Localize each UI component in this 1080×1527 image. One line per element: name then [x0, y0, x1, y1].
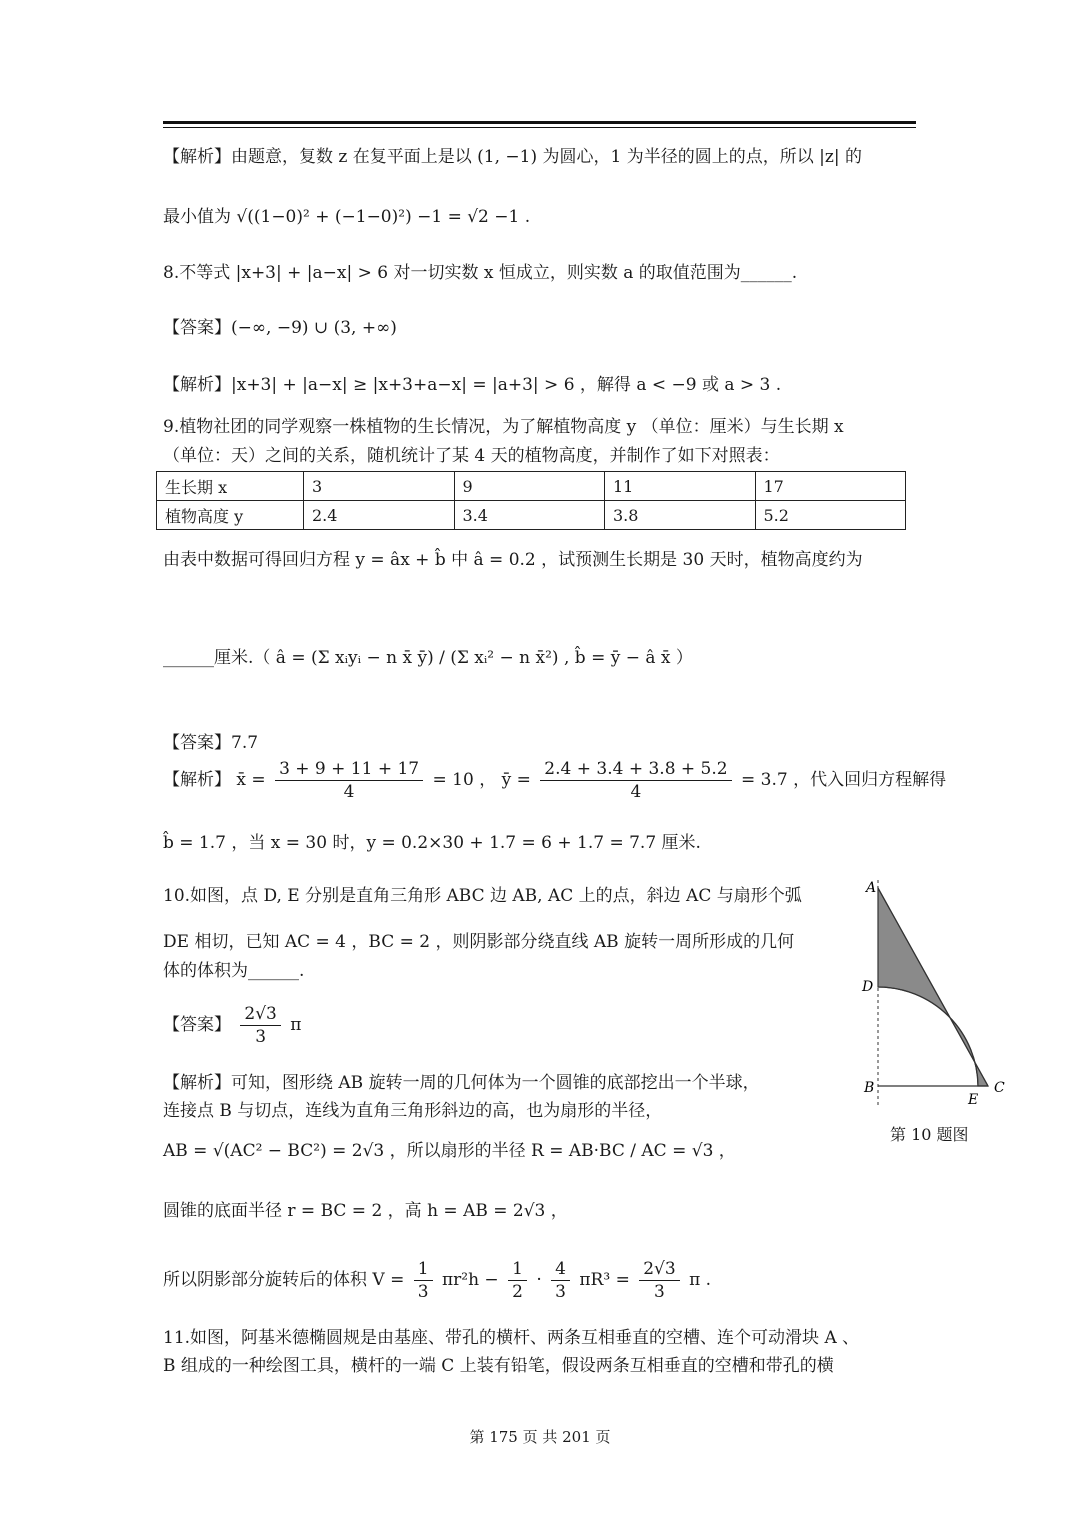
fraction-numerator: 2√3 — [240, 1003, 280, 1026]
solution-9 — [163, 758, 946, 803]
fraction — [414, 1258, 433, 1303]
question-11: 11.如图，阿基米德椭圆规是由基座、带孔的横杆、两条互相垂直的空槽、连个可动滑块 A 、 — [163, 1328, 860, 1348]
question-10: 10.如图，点 D, E 分别是直角三角形 ABC 边 AB, AC 上的点，斜边 AC 与扇形个弧 — [163, 886, 802, 906]
answer-9: 【答案】7.7 — [163, 733, 259, 753]
figure-caption: 第 10 题图 — [890, 1125, 969, 1144]
regression-formula: ______厘米.（ â = (Σ xᵢyᵢ − n x̄ ȳ) / (Σ xᵢ² − n x̄²) , b̂ = ȳ − â x̄ ） — [163, 648, 693, 668]
point-label-b: B — [864, 1080, 875, 1096]
fraction-numerator: 1 — [508, 1258, 527, 1281]
answer-8: 【答案】(−∞, −9) ∪ (3, +∞) — [163, 318, 397, 338]
table-cell: 9 — [454, 472, 605, 501]
fraction-denominator: 3 — [255, 1027, 267, 1047]
text-line: 圆锥的底面半径 r = BC = 2 ，高 h = AB = 2√3 ， — [163, 1201, 568, 1221]
y-bar-value: = 3.7 ，代入回归方程解得 — [741, 770, 947, 790]
point-label-d: D — [862, 979, 874, 995]
table-row — [157, 472, 906, 501]
fraction-denominator: 4 — [343, 782, 355, 802]
y-bar-fraction — [540, 758, 731, 803]
formula-term: · — [536, 1270, 542, 1290]
x-bar-fraction — [275, 758, 423, 803]
page-footer: 第 175 页 共 201 页 — [469, 1428, 611, 1446]
table-cell: 2.4 — [304, 501, 455, 530]
geometry-figure — [858, 872, 1018, 1112]
fraction-denominator: 4 — [630, 782, 642, 802]
point-label-c: C — [994, 1080, 1005, 1096]
fraction — [508, 1258, 527, 1303]
text-line: b̂ = 1.7 ，当 x = 30 时，y = 0.2×30 + 1.7 = 6 + 1.7 = 7.7 厘米. — [163, 833, 701, 853]
text-line: B 组成的一种绘图工具，横杆的一端 C 上装有铅笔，假设两条互相垂直的空槽和带孔的横 — [163, 1356, 834, 1376]
table-cell: 植物高度 y — [157, 501, 304, 530]
solution-label: 【解析】 — [163, 770, 231, 790]
table-cell: 5.2 — [755, 501, 906, 530]
fraction-numerator: 2.4 + 3.4 + 3.8 + 5.2 — [540, 758, 731, 781]
table-row — [157, 501, 906, 530]
table-cell: 11 — [605, 472, 756, 501]
fraction-denominator: 3 — [654, 1282, 665, 1302]
table-cell: 3.4 — [454, 501, 605, 530]
table-cell: 17 — [755, 472, 906, 501]
solution-8: 【解析】|x+3| + |a−x| ≥ |x+3+a−x| = |a+3| > 6 ，解得 a < −9 或 a > 3 . — [163, 375, 782, 395]
answer-fraction — [240, 1003, 280, 1048]
fraction-denominator: 3 — [555, 1282, 566, 1302]
formula-term: πR³ = — [579, 1270, 630, 1290]
volume-prefix: 所以阴影部分旋转后的体积 V = — [163, 1270, 405, 1290]
table-cell: 3 — [304, 472, 455, 501]
text-line: 【解析】由题意，复数 z 在复平面上是以 (1, −1) 为圆心，1 为半径的圆上的点，所以 |z| 的 — [163, 147, 862, 167]
point-label-a: A — [866, 880, 877, 896]
question-9: 9.植物社团的同学观察一株植物的生长情况，为了解植物高度 y （单位：厘米）与生长期 x — [163, 417, 844, 437]
text-line: 体的体积为______. — [163, 961, 305, 981]
text-line: 连接点 B 与切点，连线为直角三角形斜边的高，也为扇形的半径， — [163, 1101, 663, 1121]
answer-label: 【答案】 — [163, 1015, 231, 1035]
text-line: 由表中数据可得回归方程 y = âx + b̂ 中 â = 0.2 ，试预测生长期是 30 天时，植物高度约为 — [163, 550, 863, 570]
x-bar-label: x̄ = — [236, 770, 266, 790]
text-line: DE 相切，已知 AC = 4 ，BC = 2 ，则阴影部分绕直线 AB 旋转一周所形成的几何 — [163, 932, 795, 952]
table-cell: 生长期 x — [157, 472, 304, 501]
volume-formula — [163, 1258, 711, 1303]
fraction — [639, 1258, 679, 1303]
answer-10 — [163, 1003, 301, 1048]
point-label-e: E — [968, 1092, 979, 1108]
formula-term: π . — [689, 1270, 712, 1290]
answer-pi: π — [290, 1015, 302, 1035]
table-cell: 3.8 — [605, 501, 756, 530]
header-rule-thin — [163, 127, 916, 128]
observation-table — [156, 471, 906, 530]
fraction-numerator: 1 — [414, 1258, 433, 1281]
y-bar-label: ȳ = — [501, 770, 531, 790]
text-line: （单位：天）之间的关系，随机统计了某 4 天的植物高度，并制作了如下对照表： — [163, 446, 780, 466]
fraction-numerator: 2√3 — [639, 1258, 679, 1281]
formula-term: πr²h − — [441, 1270, 499, 1290]
question-8: 8.不等式 |x+3| + |a−x| > 6 对一切实数 x 恒成立，则实数 a 的取值范围为______. — [163, 263, 798, 283]
text-line: 最小值为 √((1−0)² + (−1−0)²) −1 = √2 −1 . — [163, 207, 531, 227]
header-rule-thick — [163, 121, 916, 124]
x-bar-value: = 10 ， — [432, 770, 497, 790]
text-line: AB = √(AC² − BC²) = 2√3 ，所以扇形的半径 R = AB·BC / AC = √3 ， — [163, 1141, 736, 1161]
fraction-numerator: 3 + 9 + 11 + 17 — [275, 758, 423, 781]
fraction-denominator: 3 — [417, 1282, 429, 1302]
fraction-numerator: 4 — [551, 1258, 570, 1281]
solution-10: 【解析】可知，图形绕 AB 旋转一周的几何体为一个圆锥的底部挖出一个半球， — [163, 1073, 760, 1093]
fraction-denominator: 2 — [512, 1282, 523, 1302]
fraction — [551, 1258, 570, 1303]
